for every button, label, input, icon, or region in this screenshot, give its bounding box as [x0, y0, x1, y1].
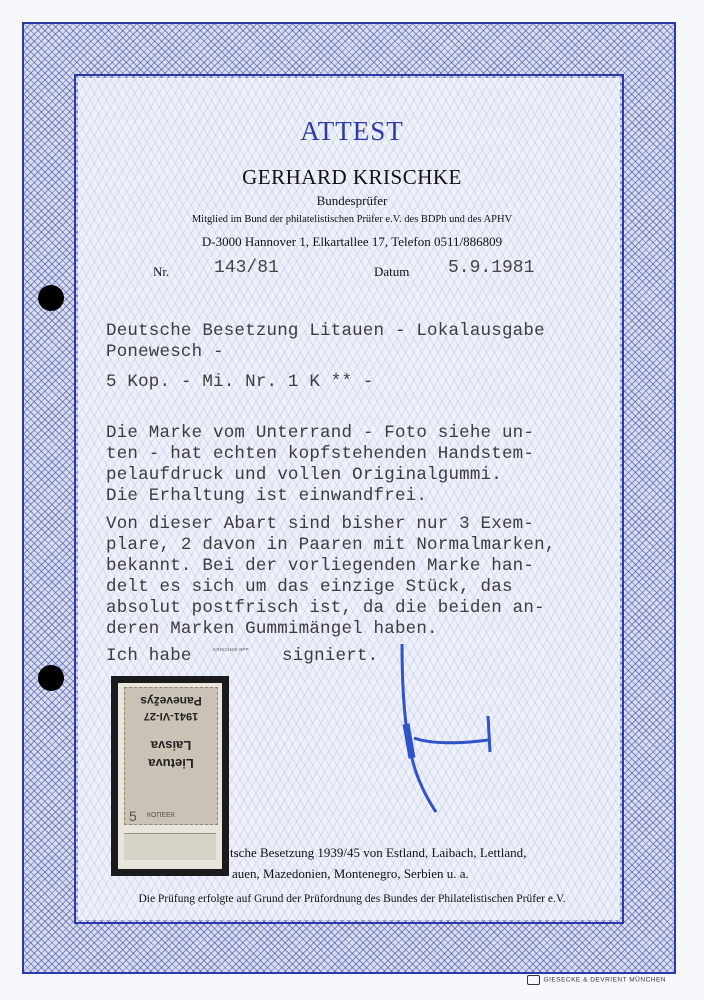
address-line: D-3000 Hannover 1, Elkartallee 17, Telefon 0511/886809: [201, 234, 503, 249]
certificate-number: 143/81: [214, 258, 279, 278]
body-line: Ich habe: [106, 646, 192, 666]
examiner-signature: [390, 640, 510, 820]
body-line: plare, 2 davon in Paaren mit Normalmarken,: [106, 535, 556, 555]
body-line: bekannt. Bei der vorliegenden Marke han-: [106, 556, 535, 576]
certificate-title: ATTEST: [300, 116, 404, 146]
body-line: pelaufdruck und vollen Originalgummi.: [106, 465, 502, 485]
body-line: Deutsche Besetzung Litauen - Lokalausgabe: [106, 321, 545, 341]
body-line: signiert.: [282, 646, 379, 666]
membership-line: Mitglied im Bund der philatelistischen Prüfer e.V. des BDPh und des APHV: [191, 214, 513, 225]
photo-print: [118, 683, 222, 869]
footer-line-2: auen, Mazedonien, Montenegro, Serbien u. a.: [232, 866, 469, 881]
stamp-denomination: 5: [129, 808, 137, 824]
footer-line-1: tsche Besetzung 1939/45 von Estland, Laibach, Lettland,: [230, 845, 527, 860]
body-line: ten - hat echten kopfstehenden Handstem-: [106, 444, 535, 464]
overprint-line: Panevežys: [140, 694, 202, 708]
date-label: Datum: [374, 264, 410, 279]
body-line: absolut postfrisch ist, da die beiden an-: [106, 598, 545, 618]
body-line: Von dieser Abart sind bisher nur 3 Exem-: [106, 514, 535, 534]
stamp-image: [124, 687, 218, 825]
stamp-sheet-margin: [124, 833, 216, 860]
body-line: 5 Kop. - Mi. Nr. 1 K ** -: [106, 372, 374, 392]
examiner-name: GERHARD KRISCHKE: [242, 165, 462, 189]
overprint-line: 1941-VI-27: [143, 710, 199, 722]
overprint-line: Laisva: [150, 738, 192, 753]
stamp-photo: [111, 676, 229, 876]
certificate-date: 5.9.1981: [448, 258, 535, 278]
stamp-currency: КОПЕЕК: [147, 812, 175, 819]
printer-name: GIESECKE & DEVRIENT MÜNCHEN: [543, 976, 666, 984]
punch-hole-top: [38, 285, 64, 311]
body-line: Die Marke vom Unterrand - Foto siehe un-: [106, 423, 535, 443]
body-line: Ponewesch -: [106, 342, 224, 362]
printer-logo-icon: [527, 975, 540, 985]
examiner-handstamp: KRISCHKE BPP: [213, 647, 249, 652]
number-label: Nr.: [153, 264, 170, 279]
body-line: Die Erhaltung ist einwandfrei.: [106, 486, 428, 506]
punch-hole-bottom: [38, 665, 64, 691]
overprint-line: Lietuva: [148, 756, 194, 771]
printer-imprint: [527, 975, 666, 985]
footer-line-3: Die Prüfung erfolgte auf Grund der Prüfordnung des Bundes der Philatelistischen Prüfer e.V.: [138, 893, 566, 905]
body-line: deren Marken Gummimängel haben.: [106, 619, 438, 639]
examiner-title: Bundesprüfer: [316, 193, 388, 208]
body-line: delt es sich um das einzige Stück, das: [106, 577, 513, 597]
